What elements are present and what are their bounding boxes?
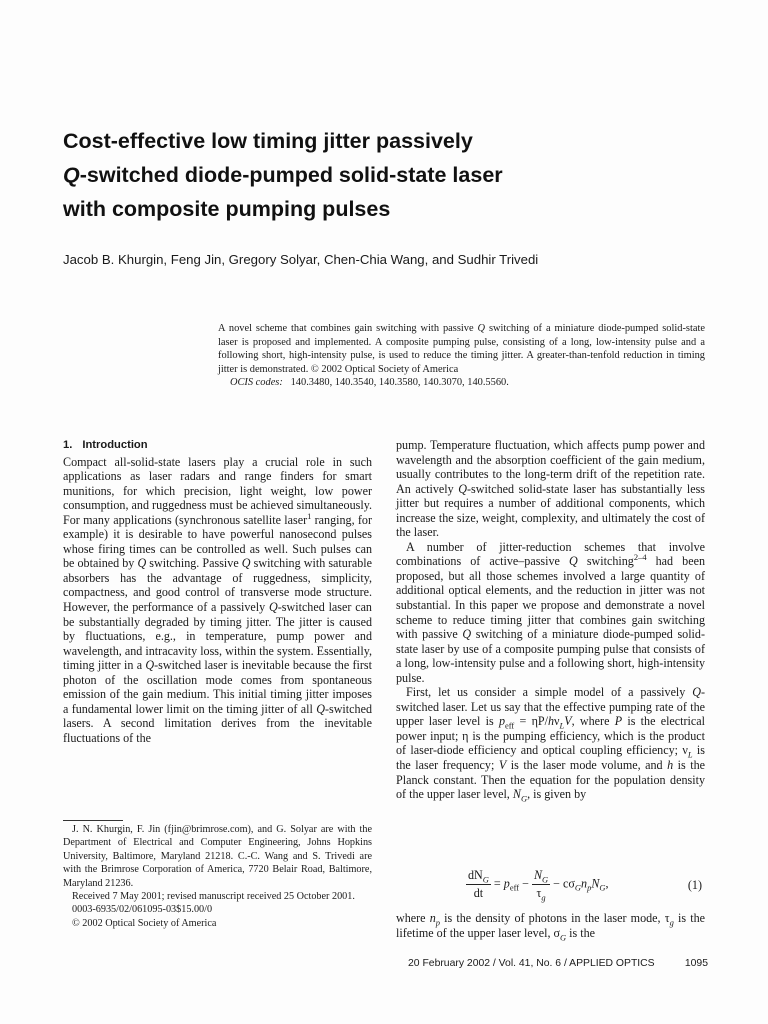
reference-marker: 1 [307, 510, 312, 521]
title-line-1: Cost-effective low timing jitter passively [63, 129, 473, 153]
body-paragraph: First, let us consider a simple model of a passively Q-switched laser. Let us say that the effective pumping rate of the upper laser level is $p_{eff} = \eta P/h\nu_LV$, where P is the electrical power input; η is the pumping efficiency, which is the product of laser-diode efficiency and optical coupling efficiency; $\nu_L$ is the laser frequency; V is the laser mode volume, and h is the Planck constant. Then the equation for the population density of the upper laser level, $N_G$, is given by [396, 685, 706, 804]
abstract [218, 322, 705, 390]
running-footer [408, 958, 708, 969]
footnote-divider [63, 820, 123, 821]
left-column [63, 438, 372, 745]
title-line-2 [63, 158, 683, 192]
body-paragraph: A number of jitter-reduction schemes that involve combinations of active–passive Q switching$^{2-4}$ had been proposed, but all those schemes involved a large quantity of additional optical elements, and the reduction in jitter was not substantial. In this paper we propose and demonstrate a novel scheme to reduce timing jitter that combines gain switching with passive Q switching of a miniature diode-pumped solid-state laser by use of a composite pumping pulse that consists of a long, low-intensity pulse and a following short, high-intensity pulse. [396, 539, 705, 685]
decay-fraction: $\frac{N_G}{\tau_g}$ [533, 868, 549, 903]
copyright-note: © 2002 Optical Society of America [72, 917, 217, 929]
received-note: Received 7 May 2001; revised manuscript received 25 October 2001. [72, 891, 355, 903]
journal-citation: 20 February 2002 / Vol. 41, No. 6 / APPLIED OPTICS [408, 958, 655, 969]
article-code: 0003-6935/02/061095-03$15.00/0 [72, 904, 213, 916]
equation-1 [396, 866, 705, 908]
body-paragraph: pump. Temperature fluctuation, which affects pump power and wavelength and the absorption coefficient of the gain medium, usually contributes to the long-term drift of the repetition rate. An actively Q-switched solid-state laser has substantially less jitter but requires a number of additional components, which increase the size, weight, complexity, and ultimately the cost of the laser. [396, 438, 705, 540]
body-paragraph: where $n_p$ is the density of photons in the laser mode, $\tau_g$ is the lifetime of the upper laser level, $\sigma_G$ is the [396, 911, 706, 942]
equation-number: (1) [687, 878, 702, 892]
reference-marker: 2–4 [633, 552, 647, 563]
affiliation-note: J. N. Khurgin, F. Jin (fjin@brimrose.com), and G. Solyar are with the Department of Electrical and Computer Engineering, Johns Hopkins University, Baltimore, Maryland 21218. C.-C. Wang and S. Trivedi are with the Brimrose Corporation of America, 7720 Belair Road, Baltimore, Maryland 21236. [63, 824, 372, 889]
right-column [396, 438, 705, 802]
section-title: Introduction [82, 439, 148, 451]
ocis-label: OCIS codes: [230, 377, 283, 388]
ocis-code-list: 140.3480, 140.3540, 140.3580, 140.3070, 140.5560. [290, 377, 509, 388]
equation-body: $\frac{dN_G}{dt}$ = $p_{eff}$ − $\frac{N_G}{\tau_g}$ − $c\sigma_Gn_pN_G$, [468, 868, 609, 903]
intro-paragraph: Compact all-solid-state lasers play a crucial role in such applications as laser radars and range finders for smart munitions, for which precision, light weight, low power consumption, and ruggedness must be achieved simultaneously. For many applications (synchronous satellite laser$^1$ ranging, for example) it is desirable to have powerful nanosecond pulses whose firing times can be controlled as well. Such pulses can be obtained by Q switching. Passive Q switching with saturable absorbers has the advantage of ruggedness, simplicity, compactness, and good control of transverse mode structure. However, the performance of a passively Q-switched laser can be substantially degraded by timing jitter. The jitter is caused by fluctuations, e.g., in temperature, pump power and wavelength, and intracavity loss, within the system. Essentially, timing jitter in a Q-switched laser is inevitable because the first photon of the oscillation mode comes from spontaneous emission of the gain medium. This initial timing jitter imposes a fundamental lower limit on the timing jitter of all Q-switched lasers. A second limitation derives from the inevitable fluctuations of the [63, 454, 372, 745]
title-q-symbol: Q [63, 163, 80, 187]
q-symbol: Q [477, 323, 486, 334]
title-line-2-text: -switched diode-pumped solid-state laser [79, 163, 503, 187]
title-line-3: with composite pumping pulses [63, 197, 391, 221]
derivative-fraction: $\frac{dN_G}{dt}$ [468, 868, 489, 900]
section-heading [63, 438, 372, 453]
section-number: 1. [63, 439, 73, 451]
article-title [63, 124, 683, 226]
abstract-text: switching of a miniature diode-pumped solid-state laser is proposed and implemented. A composite pumping pulse, consisting of a long, low-intensity pulse and a following short, high-intensity pulse, is used to reduce the timing jitter. A greater-than-tenfold reduction in timing jitter is demonstrated. © 2002 Optical Society of America [218, 323, 705, 375]
page-number: 1095 [684, 958, 708, 969]
author-list: Jacob B. Khurgin, Feng Jin, Gregory Solyar, Chen-Chia Wang, and Sudhir Trivedi [63, 252, 539, 267]
ocis-codes [218, 376, 705, 390]
abstract-text: A novel scheme that combines gain switching with passive [218, 323, 474, 334]
footnotes [63, 823, 372, 930]
